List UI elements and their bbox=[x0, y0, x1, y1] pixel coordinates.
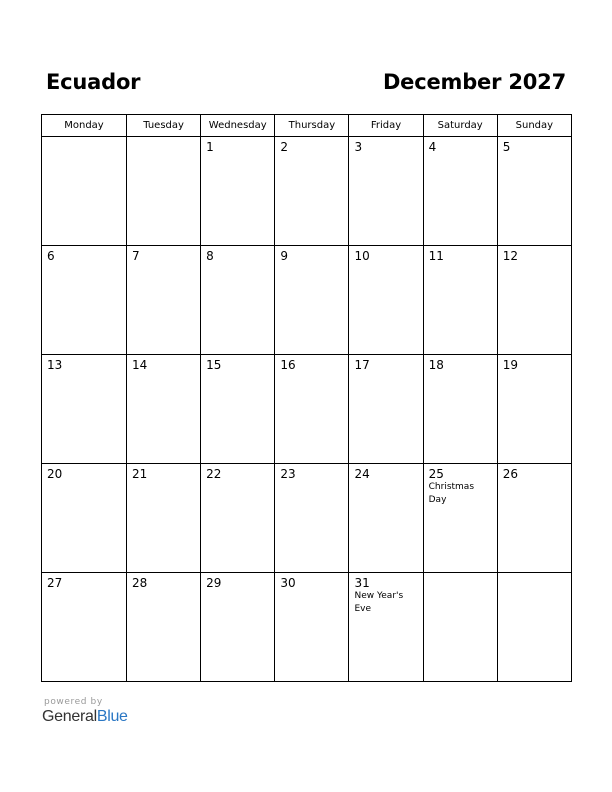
weekday-header: Thursday bbox=[275, 115, 349, 137]
day-number: 19 bbox=[502, 358, 519, 372]
day-cell bbox=[349, 355, 423, 464]
day-cell bbox=[201, 573, 275, 682]
day-number: 15 bbox=[206, 358, 222, 372]
day-cell bbox=[42, 137, 127, 246]
day-number: 28 bbox=[132, 576, 148, 590]
day-cell bbox=[349, 246, 423, 355]
day-cell bbox=[201, 355, 275, 464]
week-row bbox=[42, 355, 572, 464]
day-number: 17 bbox=[354, 358, 370, 372]
day-cell bbox=[349, 137, 423, 246]
day-number: 20 bbox=[47, 467, 63, 481]
country-title: Ecuador bbox=[46, 70, 141, 94]
day-cell bbox=[497, 137, 571, 246]
day-number: 12 bbox=[502, 249, 519, 263]
day-number: 24 bbox=[354, 467, 370, 481]
day-cell bbox=[42, 464, 127, 573]
day-number: 31 bbox=[354, 576, 370, 590]
day-number: 8 bbox=[206, 249, 214, 263]
day-cell bbox=[497, 573, 571, 682]
day-cell bbox=[275, 573, 349, 682]
day-number: 27 bbox=[47, 576, 63, 590]
day-number: 18 bbox=[428, 358, 444, 372]
day-number: 26 bbox=[502, 467, 519, 481]
holiday-label: Christmas Day bbox=[428, 482, 475, 505]
day-cell bbox=[201, 137, 275, 246]
weekday-header-row bbox=[42, 115, 572, 137]
day-number: 29 bbox=[206, 576, 222, 590]
day-cell bbox=[127, 355, 201, 464]
day-number: 2 bbox=[280, 140, 288, 154]
day-number: 21 bbox=[132, 467, 148, 481]
weekday-header: Monday bbox=[42, 115, 127, 137]
day-cell bbox=[42, 355, 127, 464]
week-row bbox=[42, 573, 572, 682]
day-number: 22 bbox=[206, 467, 222, 481]
day-number: 3 bbox=[354, 140, 363, 154]
day-cell bbox=[423, 137, 497, 246]
day-number: 9 bbox=[280, 249, 288, 263]
day-cell bbox=[497, 464, 571, 573]
day-cell bbox=[275, 246, 349, 355]
day-number: 13 bbox=[47, 358, 63, 372]
day-cell bbox=[275, 355, 349, 464]
day-number: 30 bbox=[280, 576, 296, 590]
day-cell bbox=[201, 246, 275, 355]
day-number: 7 bbox=[132, 249, 140, 263]
month-title: December 2027 bbox=[382, 70, 566, 94]
calendar-grid bbox=[41, 114, 572, 682]
day-cell bbox=[127, 464, 201, 573]
generalblue-logo[interactable] bbox=[42, 708, 128, 726]
day-cell bbox=[423, 355, 497, 464]
day-number: 14 bbox=[132, 358, 148, 372]
day-number: 1 bbox=[206, 140, 214, 154]
day-cell bbox=[497, 355, 571, 464]
day-number: 25 bbox=[428, 467, 444, 481]
weekday-header: Sunday bbox=[497, 115, 571, 137]
day-cell bbox=[423, 246, 497, 355]
day-cell bbox=[275, 137, 349, 246]
day-number: 10 bbox=[354, 249, 370, 263]
brand-general-text: General bbox=[42, 708, 97, 725]
day-cell bbox=[275, 464, 349, 573]
day-cell bbox=[127, 246, 201, 355]
day-number: 5 bbox=[502, 140, 511, 154]
day-number: 4 bbox=[428, 140, 437, 154]
powered-by-text: powered by bbox=[44, 697, 103, 707]
week-row bbox=[42, 137, 572, 246]
week-row bbox=[42, 246, 572, 355]
brand-blue-text: Blue bbox=[96, 708, 128, 725]
weekday-header: Wednesday bbox=[201, 115, 275, 137]
day-cell bbox=[497, 246, 571, 355]
day-cell bbox=[42, 246, 127, 355]
day-number: 16 bbox=[280, 358, 296, 372]
week-row bbox=[42, 464, 572, 573]
day-cell bbox=[201, 464, 275, 573]
day-cell bbox=[349, 464, 423, 573]
weekday-header: Friday bbox=[349, 115, 423, 137]
weekday-header: Saturday bbox=[423, 115, 497, 137]
day-cell bbox=[423, 464, 497, 573]
day-number: 11 bbox=[428, 249, 444, 263]
day-cell bbox=[42, 573, 127, 682]
day-cell bbox=[127, 137, 201, 246]
day-number: 23 bbox=[280, 467, 296, 481]
day-cell bbox=[127, 573, 201, 682]
day-cell bbox=[423, 573, 497, 682]
day-cell bbox=[349, 573, 423, 682]
weekday-header: Tuesday bbox=[127, 115, 201, 137]
day-number: 6 bbox=[47, 249, 55, 263]
holiday-label: New Year's Eve bbox=[354, 591, 404, 614]
